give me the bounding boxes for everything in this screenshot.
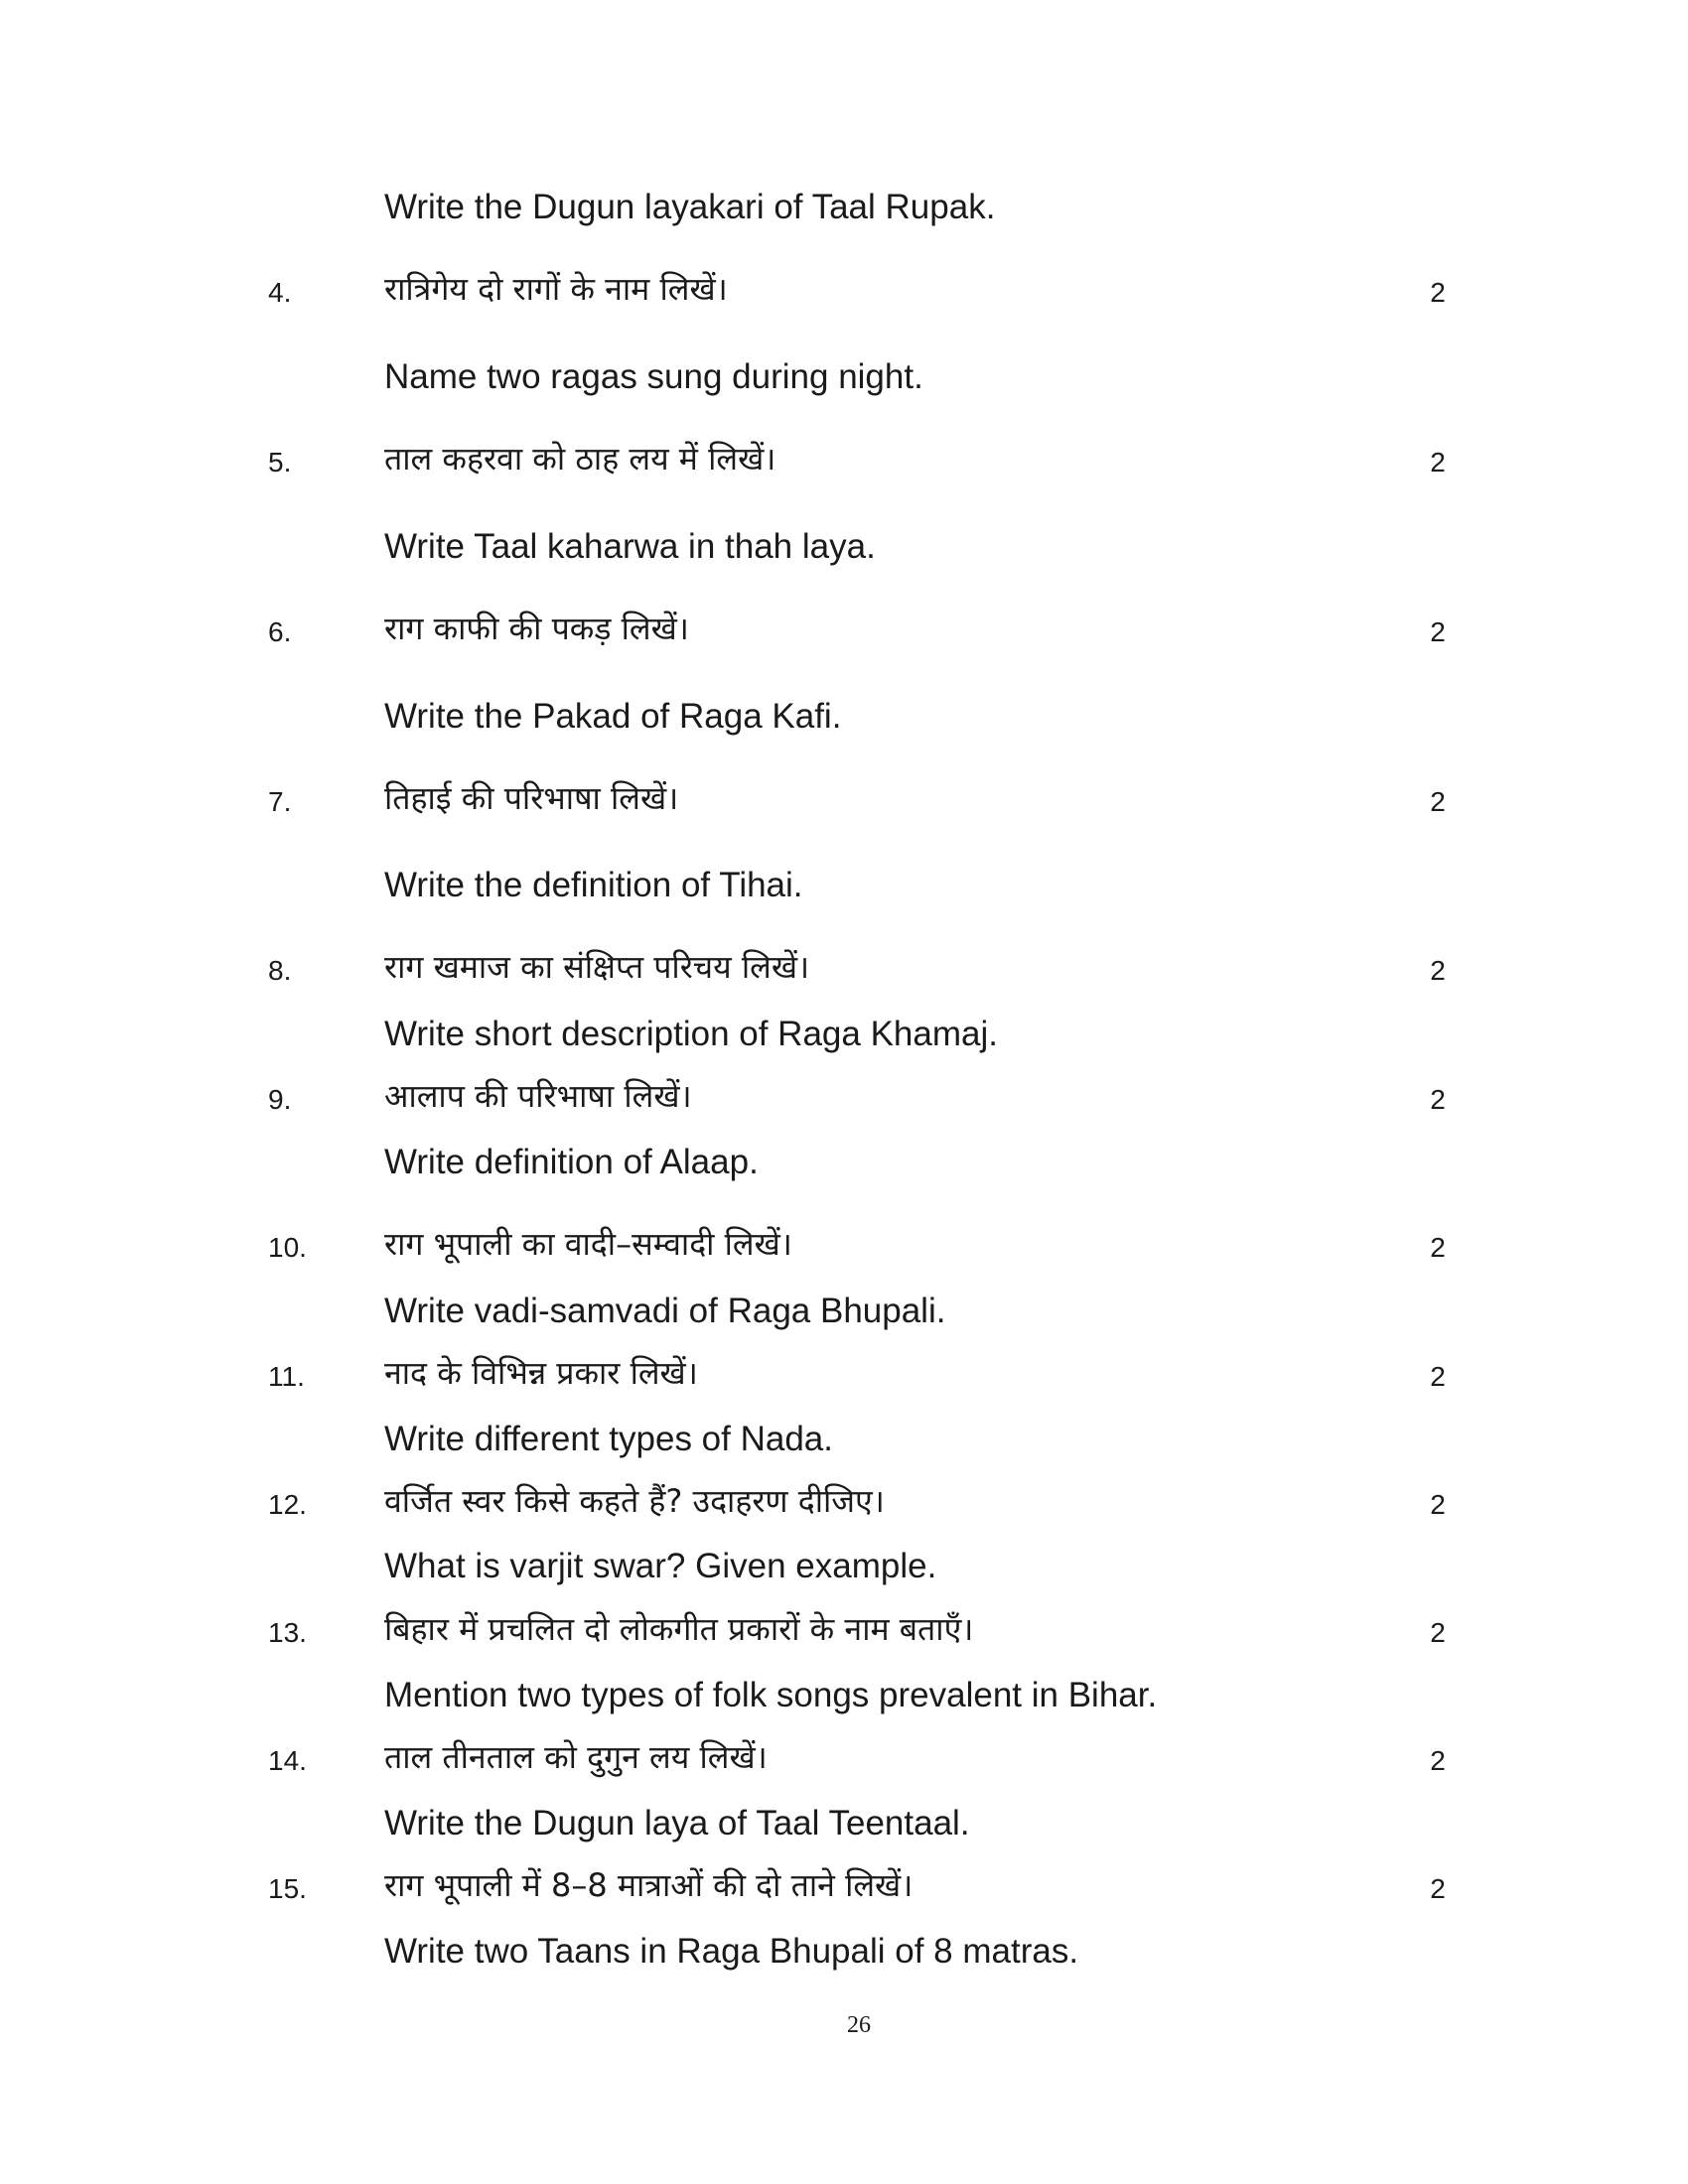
question-marks: 2 [1430, 1084, 1446, 1115]
question-hindi-text: तिहाई की परिभाषा लिखें। [384, 779, 679, 817]
question-english-text: Name two ragas sung during night. [384, 357, 923, 396]
question-hindi-text: वर्जित स्वर किसे कहते हैं? उदाहरण दीजिए। [384, 1482, 885, 1520]
question-hindi-text: ताल तीनताल को दुगुन लय लिखें। [384, 1738, 768, 1776]
question-english-text: Write the definition of Tihai. [384, 866, 803, 904]
question-number: 11. [268, 1361, 305, 1392]
question-marks: 2 [1430, 616, 1446, 647]
question-hindi-text: बिहार में प्रचलित दो लोकगीत प्रकारों के नाम बताएँ। [384, 1610, 974, 1648]
question-english-text: Write different types of Nada. [384, 1420, 833, 1458]
question-english-text: Write short description of Raga Khamaj. [384, 1015, 998, 1053]
question-english-text: Write the Pakad of Raga Kafi. [384, 697, 842, 736]
question-marks: 2 [1430, 786, 1446, 817]
question-number: 8. [268, 955, 292, 986]
question-number: 15. [268, 1873, 307, 1904]
question-marks: 2 [1430, 1745, 1446, 1776]
question-number: 10. [268, 1232, 307, 1263]
question-hindi-text: राग खमाज का संक्षिप्त परिचय लिखें। [384, 948, 810, 986]
question-hindi-text: नाद के विभिन्न प्रकार लिखें। [384, 1354, 698, 1392]
question-marks: 2 [1430, 1232, 1446, 1263]
question-number: 12. [268, 1489, 307, 1520]
question-number: 5. [268, 447, 292, 478]
question-marks: 2 [1430, 447, 1446, 478]
question-english-text: Write Taal kaharwa in thah laya. [384, 527, 876, 566]
question-hindi-text: रात्रिगेय दो रागों के नाम लिखें। [384, 270, 728, 308]
question-number: 6. [268, 616, 292, 647]
question-english-text: Mention two types of folk songs prevalent in Bihar. [384, 1676, 1158, 1714]
question-hindi-text: आलाप की परिभाषा लिखें। [384, 1077, 692, 1115]
question-marks: 2 [1430, 1617, 1446, 1648]
question-english-text: Write definition of Alaap. [384, 1143, 759, 1181]
question-number: 9. [268, 1084, 292, 1115]
question-hindi-text: राग भूपाली का वादी–सम्वादी लिखें। [384, 1225, 792, 1263]
question-number: 7. [268, 786, 292, 817]
intro-english-line: Write the Dugun layakari of Taal Rupak. [384, 188, 996, 226]
question-english-text: What is varjit swar? Given example. [384, 1547, 937, 1585]
question-hindi-text: ताल कहरवा को ठाह लय में लिखें। [384, 440, 776, 478]
question-marks: 2 [1430, 1489, 1446, 1520]
question-english-text: Write the Dugun laya of Taal Teentaal. [384, 1804, 970, 1843]
question-english-text: Write two Taans in Raga Bhupali of 8 matras. [384, 1932, 1079, 1971]
question-hindi-text: राग काफी की पकड़ लिखें। [384, 610, 689, 647]
question-number: 14. [268, 1745, 307, 1776]
question-number: 13. [268, 1617, 307, 1648]
question-marks: 2 [1430, 1361, 1446, 1392]
question-english-text: Write vadi-samvadi of Raga Bhupali. [384, 1292, 946, 1330]
question-hindi-text: राग भूपाली में 8–8 मात्राओं की दो ताने लिखें। [384, 1866, 914, 1904]
question-marks: 2 [1430, 955, 1446, 986]
question-marks: 2 [1430, 1873, 1446, 1904]
question-number: 4. [268, 277, 292, 308]
page-number: 26 [847, 2012, 871, 2038]
question-marks: 2 [1430, 277, 1446, 308]
